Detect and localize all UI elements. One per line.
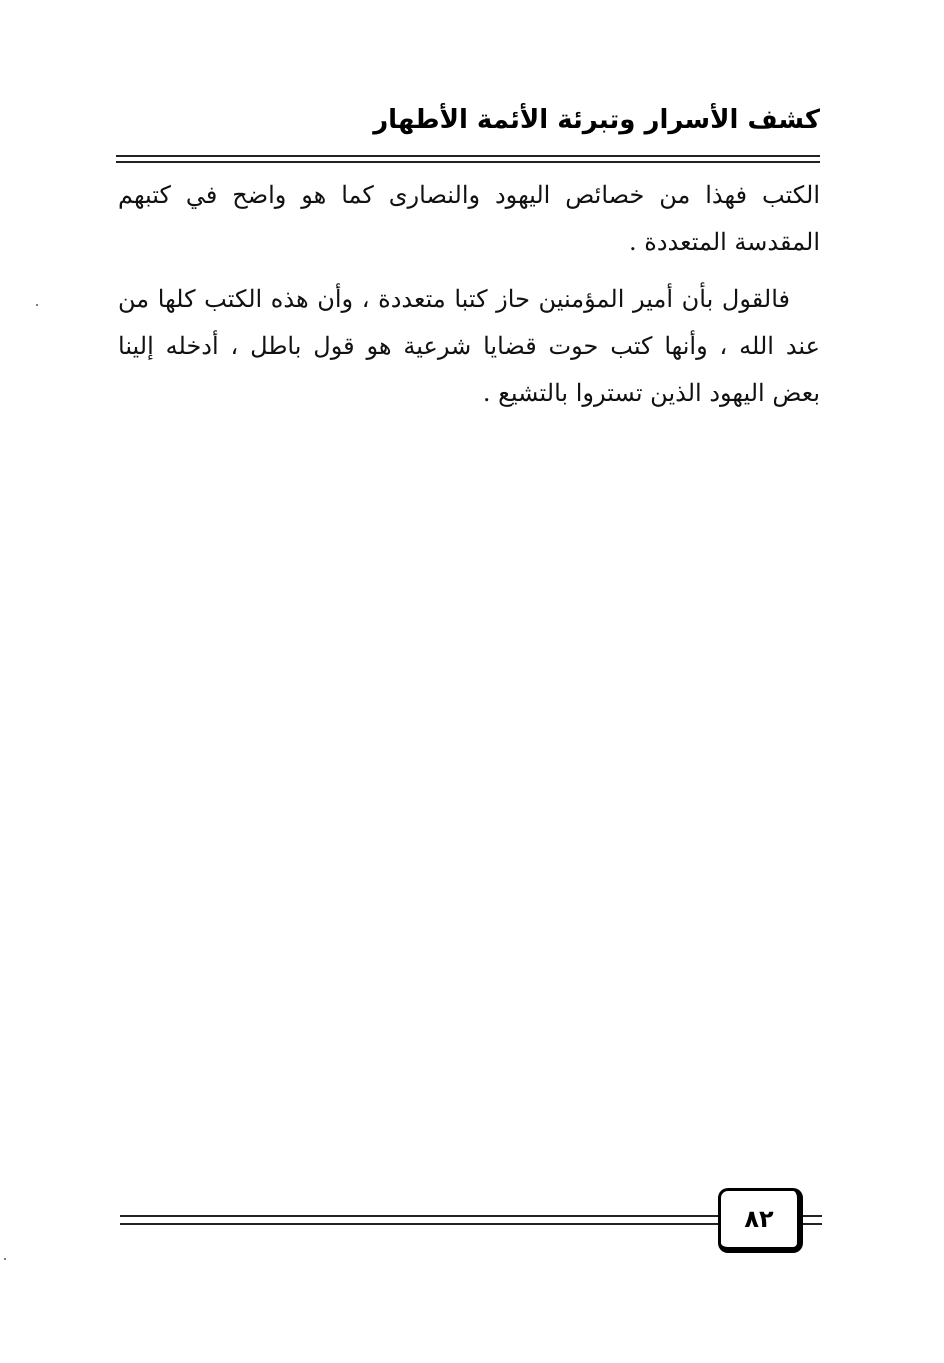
paragraph-2: فالقول بأن أمير المؤمنين حاز كتبا متعددة ، وأن هذه الكتب كلها من عند الله ، وأنها كتب حوت قضايا شرعية هو قول باطل ، أدخله إلينا بعض اليهود الذين تستروا بالتشيع . bbox=[118, 285, 820, 407]
header-rule-top bbox=[116, 155, 820, 157]
header-rule-bottom bbox=[116, 161, 820, 163]
page-number: ٨٢ bbox=[744, 1205, 774, 1233]
footer-rule-left-top bbox=[120, 1215, 718, 1217]
scan-speck bbox=[4, 1258, 6, 1260]
footer-rule-right-top bbox=[802, 1215, 822, 1217]
footer-rule-left-bottom bbox=[120, 1223, 718, 1225]
footer-rule-right-bottom bbox=[802, 1223, 822, 1225]
page-number-box bbox=[718, 1188, 803, 1253]
body-text bbox=[118, 172, 820, 417]
running-header-title: كشف الأسرار وتبرئة الأئمة الأطهار bbox=[373, 105, 820, 135]
scan-speck bbox=[36, 304, 38, 306]
paragraph-1: الكتب فهذا من خصائص اليهود والنصارى كما هو واضح في كتبهم المقدسة المتعددة . bbox=[118, 181, 820, 256]
